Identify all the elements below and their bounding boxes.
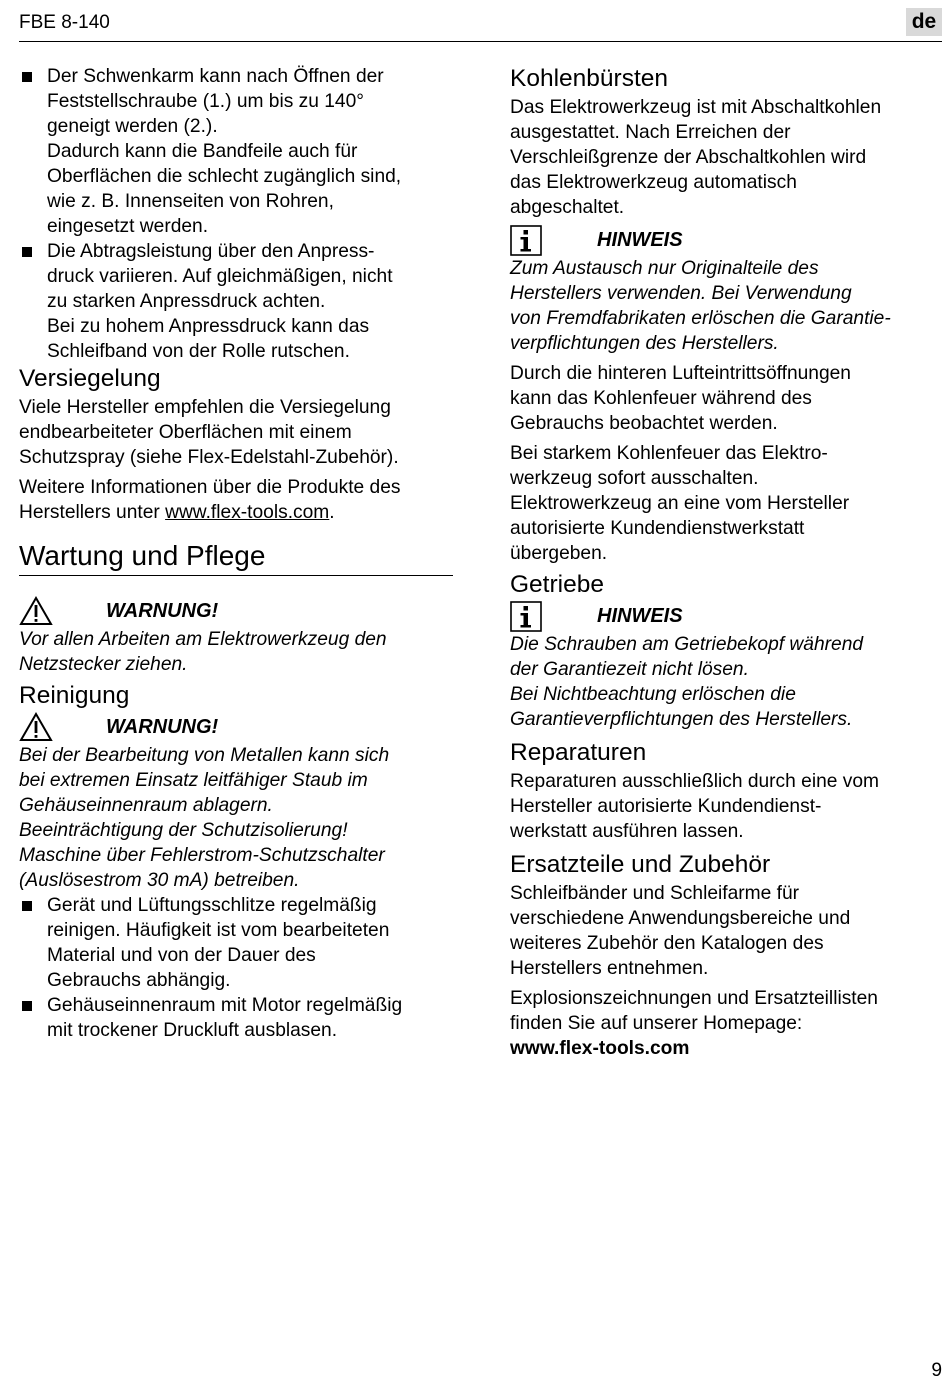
page-header: [19, 8, 942, 42]
hinweis-notice: [510, 601, 944, 632]
website-link[interactable]: www.flex-tools.com: [165, 502, 330, 523]
page-number: 9: [931, 1360, 942, 1381]
warning-triangle-icon: [19, 596, 53, 626]
section-heading-versiegelung: Versiegelung: [19, 365, 161, 392]
paragraph: Durch die hinteren Lufteintrittsöffnungen kann das Kohlenfeuer während des Gebrauchs beobachtet werden.: [510, 363, 851, 434]
hinweis-text: Die Schrauben am Getriebekopf während der Garantiezeit nicht lösen. Bei Nichtbeachtung erlöschen die Garantieverpflichtungen des Herstellers.: [510, 634, 864, 730]
warning-text: Vor allen Arbeiten am Elektrowerkzeug den Netzstecker ziehen.: [19, 629, 387, 675]
hinweis-notice: [510, 225, 944, 256]
warning-notice: [19, 596, 453, 627]
paragraph: Das Elektrowerkzeug ist mit Abschaltkohlen ausgestattet. Nach Erreichen der Verschleißgrenze der Abschaltkohlen wird das Elektrowerkzeug automatisch abgeschaltet.: [510, 97, 882, 218]
list-item: Gehäuseinnenraum mit Motor regelmäßig mit trockener Druckluft ausblasen.: [19, 993, 453, 1043]
info-icon: [510, 601, 542, 632]
warning-triangle-icon: [19, 712, 53, 742]
paragraph: Schleifbänder und Schleifarme für verschiedene Anwendungsbereiche und weiteres Zubehör den Katalogen des Herstellers entnehmen.: [510, 883, 851, 979]
hinweis-label: HINWEIS: [597, 605, 683, 627]
paragraph: Weitere Informationen über die Produkte des Herstellers unter www.flex-tools.com.: [19, 477, 401, 523]
left-column: [19, 64, 453, 1043]
warning-text: Bei der Bearbeitung von Metallen kann sich bei extremen Einsatz leitfähiger Staub im Gehäuseinnenraum ablagern. Beeinträchtigung der Schutzisolierung! Maschine über Fehlerstrom-Schutzschalter (Auslösestrom 30 mA) betreiben.: [19, 745, 390, 891]
section-heading-kohlenbuersten: Kohlenbürsten: [510, 65, 669, 92]
section-heading-ersatzteile: Ersatzteile und Zubehör: [510, 851, 771, 878]
list-item: Gerät und Lüftungsschlitze regelmäßig reinigen. Häufigkeit ist vom bearbeiteten Material und von der Dauer des Gebrauchs abhängig.: [19, 893, 453, 993]
warning-label: WARNUNG!: [106, 600, 219, 622]
chapter-heading: Wartung und Pflege: [19, 539, 453, 576]
right-column: [510, 64, 944, 1061]
list-item: Der Schwenkarm kann nach Öffnen der Feststellschraube (1.) um bis zu 140° geneigt werden (2.). Dadurch kann die Bandfeile auch für Oberflächen die schlecht zugänglich sind, wie z. B. Innenseiten von Rohren, eingesetzt werden.: [19, 64, 453, 239]
hinweis-text: Zum Austausch nur Originalteile des Herstellers verwenden. Bei Verwendung von Fremdfabrikaten erlöschen die Garantie- verpflichtungen des Herstellers.: [510, 258, 891, 354]
paragraph: Bei starkem Kohlenfeuer das Elektro- werkzeug sofort ausschalten. Elektrowerkzeug an eine vom Hersteller autorisierte Kundendienstwerkstatt übergeben.: [510, 443, 850, 564]
section-heading-reparaturen: Reparaturen: [510, 739, 647, 766]
section-heading-reinigung: Reinigung: [19, 682, 130, 709]
hinweis-label: HINWEIS: [597, 229, 683, 251]
homepage-link[interactable]: www.flex-tools.com: [510, 1038, 690, 1059]
list-item: Die Abtragsleistung über den Anpress- druck variieren. Auf gleichmäßigen, nicht zu starken Anpressdruck achten. Bei zu hohem Anpressdruck kann das Schleifband von der Rolle rutschen.: [19, 239, 453, 364]
paragraph: Viele Hersteller empfehlen die Versiegelung endbearbeiteter Oberflächen mit einem Schutzspray (siehe Flex-Edelstahl-Zubehör).: [19, 397, 399, 468]
language-badge: de: [906, 8, 942, 36]
paragraph: Reparaturen ausschließlich durch eine vom Hersteller autorisierte Kundendienst- werkstatt ausführen lassen.: [510, 771, 880, 842]
warning-notice: [19, 712, 453, 743]
document-id: FBE 8-140: [19, 12, 110, 33]
warning-label: WARNUNG!: [106, 716, 219, 738]
info-icon: [510, 225, 542, 256]
paragraph: Explosionszeichnungen und Ersatzteillisten finden Sie auf unserer Homepage: www.flex-tools.com: [510, 986, 944, 1061]
section-heading-getriebe: Getriebe: [510, 571, 604, 598]
